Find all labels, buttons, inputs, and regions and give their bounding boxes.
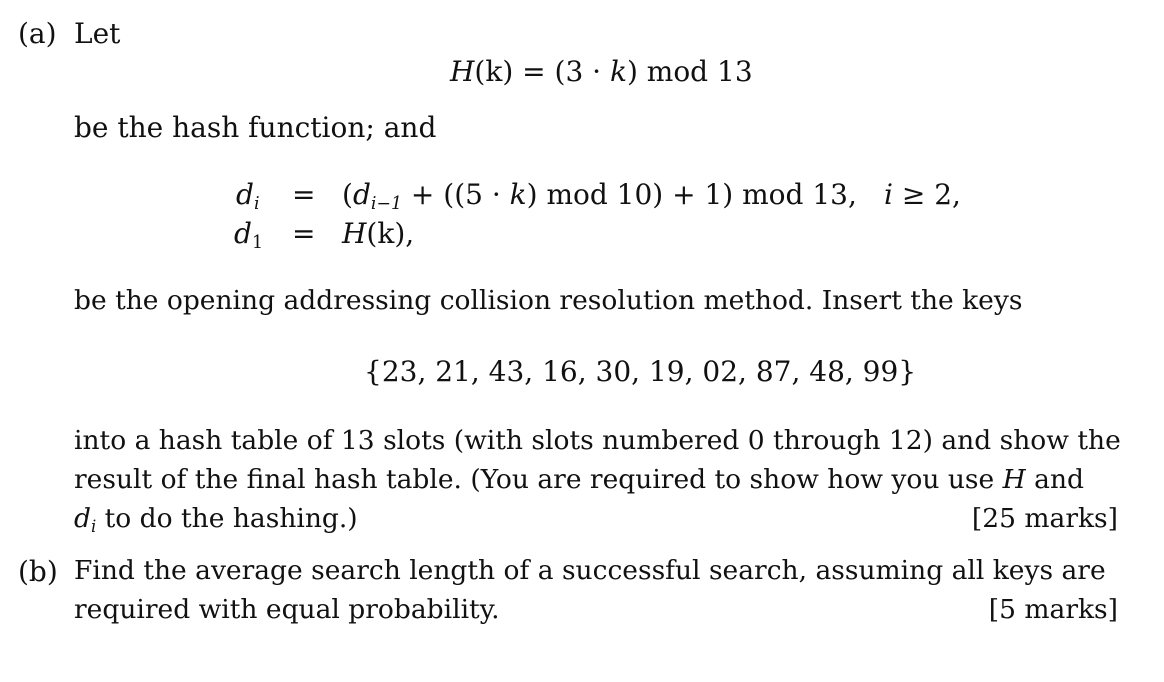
eq1-lhs-var: d xyxy=(236,178,254,211)
line3-b: to do the hashing.) xyxy=(96,503,358,534)
part-b-line1: Find the average search length of a successful search, assuming all keys are xyxy=(74,555,1106,586)
part-a-intro: Let xyxy=(74,17,121,50)
eq1-t3: + ((5 · xyxy=(402,178,510,211)
eq2-rhs xyxy=(342,217,415,250)
eq1-condition xyxy=(884,178,961,211)
part-b-marks: [5 marks] xyxy=(988,594,1118,625)
eq2-lhs-sub: 1 xyxy=(251,233,263,254)
hash-rhs-a: (3 · xyxy=(554,55,610,88)
eq1-rhs xyxy=(342,178,857,215)
part-b-label: (b) xyxy=(18,555,58,588)
eq1-t1: ( xyxy=(342,178,353,211)
line2-var: H xyxy=(1002,464,1026,495)
eq1-lhs xyxy=(236,178,260,215)
line3-var: d xyxy=(74,503,91,534)
after-hash-text: be the hash function; and xyxy=(74,111,437,144)
eq2-rhs-arg: (k), xyxy=(366,217,415,250)
part-b-line2: required with equal probability. xyxy=(74,594,500,625)
eq1-t5: ) mod 10) + 1) mod 13, xyxy=(526,178,857,211)
eq2-rel: = xyxy=(292,217,316,250)
part-a-line2 xyxy=(74,464,1084,495)
line2-b: and xyxy=(1025,464,1084,495)
hash-eq-rel: = xyxy=(522,55,546,88)
eq1-t2-sub: i−1 xyxy=(370,194,403,215)
part-a-line3 xyxy=(74,503,358,536)
part-a-label: (a) xyxy=(18,17,57,50)
eq2-rhs-fn: H xyxy=(342,217,367,250)
keys-set: {23, 21, 43, 16, 30, 19, 02, 87, 48, 99} xyxy=(364,355,917,388)
hash-function-equation xyxy=(450,55,753,88)
eq1-cond-var: i xyxy=(884,178,893,211)
eq2-lhs-var: d xyxy=(234,217,252,250)
hash-fn-arg: (k) xyxy=(474,55,514,88)
hash-rhs-b: ) mod 13 xyxy=(626,55,753,88)
part-a-marks: [25 marks] xyxy=(971,503,1118,534)
eq2-lhs xyxy=(234,217,263,254)
hash-fn-name: H xyxy=(450,55,475,88)
eq1-rel: = xyxy=(292,178,316,211)
eq1-t4-var: k xyxy=(509,178,527,211)
line2-a: result of the final hash table. (You are required to show how you use xyxy=(74,464,1003,495)
eq1-cond-rest: ≥ 2, xyxy=(892,178,961,211)
hash-rhs-k: k xyxy=(609,55,627,88)
eq1-t2-var: d xyxy=(352,178,371,211)
part-a-line1: into a hash table of 13 slots (with slots numbered 0 through 12) and show the xyxy=(74,425,1121,456)
after-equations-text: be the opening addressing collision resolution method. Insert the keys xyxy=(74,285,1023,316)
line3-sub: i xyxy=(90,516,97,536)
eq1-lhs-sub: i xyxy=(253,194,260,215)
